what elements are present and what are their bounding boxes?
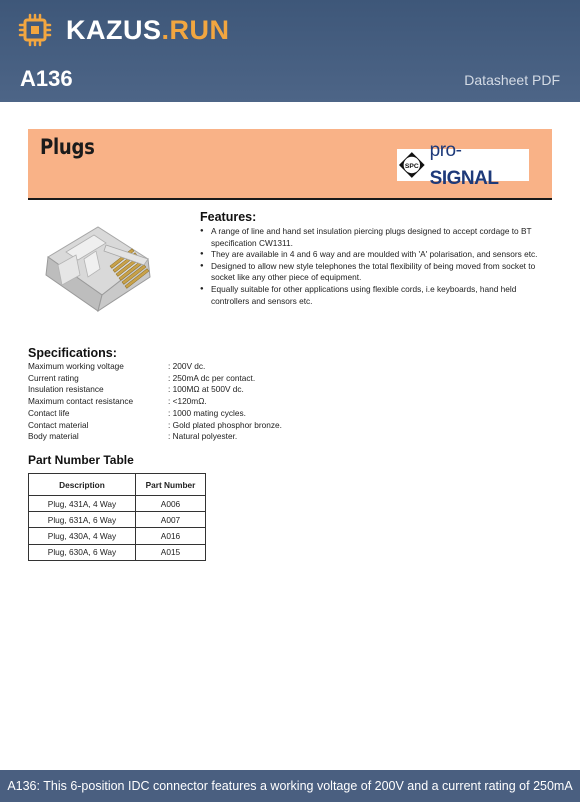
cell-part-number: A007 xyxy=(136,512,206,528)
banner-title: Plugs xyxy=(40,135,95,159)
spec-row xyxy=(28,431,348,443)
cell-part-number: A016 xyxy=(136,528,206,544)
table-row xyxy=(29,496,206,512)
part-number-section xyxy=(28,453,206,561)
spc-badge-text: SPC xyxy=(404,162,419,170)
part-number-heading: Part Number Table xyxy=(28,453,134,467)
spc-badge-icon xyxy=(398,151,426,179)
spec-name: Body material xyxy=(28,431,79,442)
rj-plug-product-image xyxy=(36,219,166,315)
column-header-description: Description xyxy=(29,474,136,496)
spec-name: Maximum contact resistance xyxy=(28,396,134,407)
site-logo[interactable] xyxy=(18,12,230,48)
spec-name: Contact material xyxy=(28,419,89,430)
title-banner xyxy=(28,129,552,198)
document-type-label: Datasheet PDF xyxy=(464,72,560,88)
spec-value: : <120mΩ. xyxy=(168,396,207,407)
feature-item: ● They are available in 4 and 6 way and are moulded with 'A' polarisation, and sensors etc. xyxy=(200,249,555,261)
site-header xyxy=(0,0,580,102)
brand-main: KAZUS xyxy=(66,15,162,45)
features-heading: Features: xyxy=(200,210,257,224)
spec-row xyxy=(28,420,348,432)
chip-icon xyxy=(18,13,52,47)
spec-row xyxy=(28,408,348,420)
spec-row xyxy=(28,384,348,396)
logo-prefix: pro- xyxy=(429,140,462,161)
logo-name: SIGNAL xyxy=(429,168,499,189)
table-row xyxy=(29,512,206,528)
table-header-row xyxy=(29,474,206,496)
cell-description: Plug, 431A, 4 Way xyxy=(29,496,136,512)
features-section xyxy=(200,210,555,307)
specifications-heading: Specifications: xyxy=(28,346,117,360)
cell-description: Plug, 430A, 4 Way xyxy=(29,528,136,544)
column-header-part-number: Part Number xyxy=(136,474,206,496)
spec-value: : Gold plated phosphor bronze. xyxy=(168,419,282,430)
document-title: A136 xyxy=(20,66,73,91)
brand-name xyxy=(66,13,230,47)
features-list xyxy=(200,226,555,307)
feature-item: ● Equally suitable for other applications using flexible cords, i.e keyboards, hand held controllers and sensors etc. xyxy=(200,284,555,307)
spec-value: : 250mA dc per contact. xyxy=(168,372,256,383)
spec-row xyxy=(28,373,348,385)
spec-name: Insulation resistance xyxy=(28,384,104,395)
datasheet-page xyxy=(0,102,580,770)
part-number-table xyxy=(28,473,206,561)
cell-part-number: A015 xyxy=(136,544,206,560)
logo-wordmark xyxy=(430,137,529,193)
spec-value: : 1000 mating cycles. xyxy=(168,407,246,418)
spec-row xyxy=(28,396,348,408)
pro-signal-logo xyxy=(397,140,529,189)
spec-name: Maximum working voltage xyxy=(28,361,124,371)
cell-part-number: A006 xyxy=(136,496,206,512)
banner-divider xyxy=(28,198,552,200)
spec-row xyxy=(28,361,348,373)
feature-item: ● Designed to allow new style telephones the total flexibility of being moved from socket to socket like any other piece of equipment. xyxy=(200,261,555,284)
cell-description: Plug, 631A, 6 Way xyxy=(29,512,136,528)
brand-accent: .RUN xyxy=(161,15,230,45)
spec-name: Contact life xyxy=(28,407,70,418)
table-row xyxy=(29,544,206,560)
spec-name: Current rating xyxy=(28,372,79,383)
feature-item: ● A range of line and hand set insulation piercing plugs designed to accept cordage to BT specification CW1311. xyxy=(200,226,555,249)
footer-caption: A136: This 6-position IDC connector features a working voltage of 200V and a current rating of 250mA xyxy=(0,770,580,802)
cell-description: Plug, 630A, 6 Way xyxy=(29,544,136,560)
spec-value: : 200V dc. xyxy=(168,361,206,371)
spec-value: : 100MΩ at 500V dc. xyxy=(168,384,244,395)
specifications-section xyxy=(28,346,348,443)
spec-value: : Natural polyester. xyxy=(168,431,238,442)
table-row xyxy=(29,528,206,544)
